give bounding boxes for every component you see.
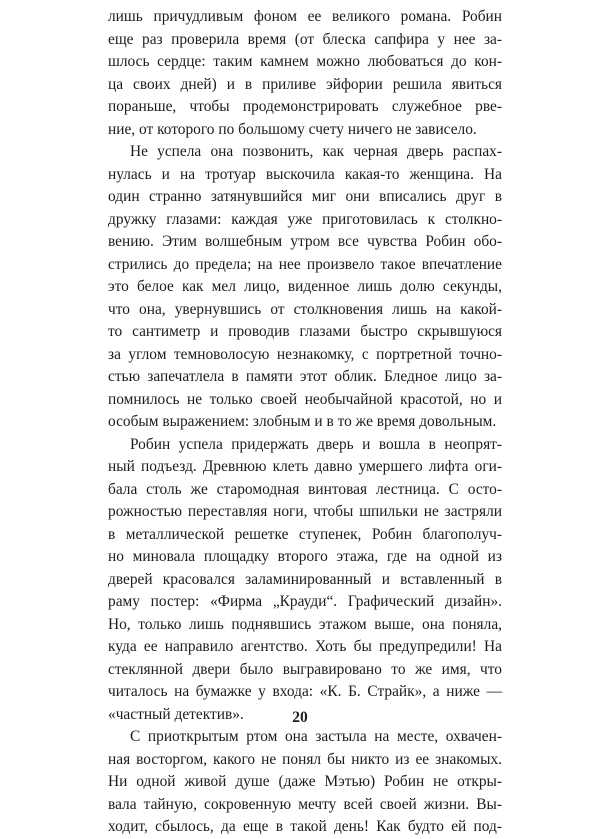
text-line: стрились до предела; на нее произвело такое впечатление <box>108 255 502 273</box>
text-line: один странно затянувшийся миг они вписались друг в <box>108 188 502 205</box>
text-line: дверей красовался заламинированный и вставленный в <box>108 570 502 588</box>
text-line: Робин успела придержать дверь и вошла в неопрят- <box>130 435 502 453</box>
text-line: читалось на бумажке у входа: «К. Б. Страйк», а ниже — <box>108 683 502 700</box>
text-line: за углом темноволосую незнакомку, с портретной точно- <box>108 345 502 363</box>
text-line: пораньше, чтобы продемонстрировать служебное рве- <box>108 98 502 115</box>
text-line: вению. Этим волшебным утром все чувства Робин обо- <box>108 233 502 250</box>
text-line: стеклянной двери было выгравировано то же имя, что <box>108 660 502 678</box>
text-line: Ни одной живой душе (даже Мэтью) Робин не откры- <box>108 773 502 790</box>
text-line: ца своих дней) и в приливе эйфории решила явиться <box>108 75 502 93</box>
text-line: «частный детектив». <box>108 705 244 723</box>
text-line: лишь причудливым фоном ее великого романа. Робин <box>108 8 502 25</box>
text-line: нулась и на тротуар выскочила какая-то женщина. На <box>108 165 502 183</box>
text-line: то сантиметр и проводив глазами быстро скрывшуюся <box>108 323 502 340</box>
text-line: Но, только лишь поднявшись этажом выше, она поняла, <box>108 615 502 633</box>
text-line: куда ее направило агентство. Хоть бы предупредили! На <box>108 638 502 655</box>
text-line: в металлической решетке ступенек, Робин благополуч- <box>108 525 502 543</box>
text-line: еще раз проверила время (от блеска сапфира у нее за- <box>108 30 502 48</box>
text-line: ходит, сбылось, да еще в такой день! Как будто ей под- <box>108 818 502 835</box>
text-line: бала столь же старомодная винтовая лестница. С осто- <box>108 480 502 498</box>
text-line: С приоткрытым ртом она застыла на месте, охвачен- <box>130 728 502 745</box>
text-line: особым выражением: злобным и в то же время довольным. <box>108 413 497 430</box>
text-line: что она, увернувшись от столкновения лишь на какой- <box>108 300 502 318</box>
text-line: вала тайную, сокровенную мечту всей своей жизни. Вы- <box>108 795 502 813</box>
page-number: 20 <box>292 709 308 726</box>
text-line: это белое как мел лицо, виденное лишь долю секунды, <box>108 278 502 295</box>
text-line: стью запечатлела в памяти этот облик. Бледное лицо за- <box>108 368 502 385</box>
text-line: ный подъезд. Древнюю клеть давно умершего лифта оги- <box>108 458 502 475</box>
text-line: ние, от которого по большому счету ничего не зависело. <box>108 120 477 138</box>
text-line: рожностью переставляя ноги, чтобы шпильки не застряли <box>108 503 502 520</box>
text-line: раму постер: «Фирма „Крауди“. Графический дизайн». <box>108 593 502 610</box>
text-line: ная восторгом, какого не понял бы никто из ее знакомых. <box>108 750 502 768</box>
text-line: дружку глазами: каждая уже приготовилась к столкно- <box>108 210 502 228</box>
text-line: но миновала площадку второго этажа, где на одной из <box>108 548 502 565</box>
text-line: помнилось не только своей необычайной красотой, но и <box>108 390 502 408</box>
text-line: Не успела она позвонить, как черная дверь распах- <box>130 143 502 160</box>
text-line: шлось сердце: таким камнем можно любоваться до кон- <box>108 53 502 70</box>
